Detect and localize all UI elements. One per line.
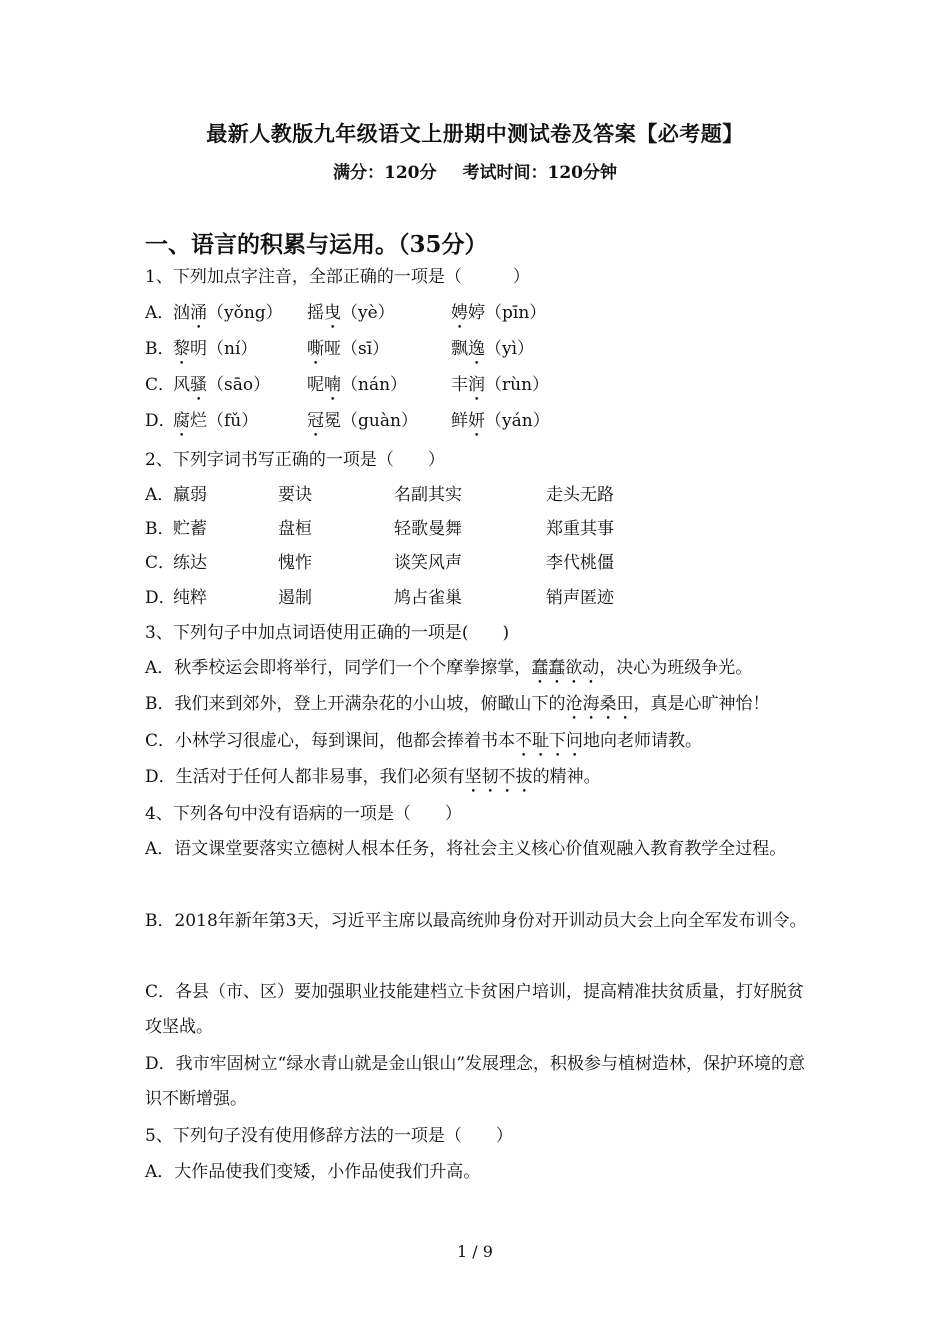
q5-stem: 5、下列句子没有使用修辞方法的一项是（ ） [145,1126,513,1146]
pinyin-item: 冠冕（guàn） [307,411,418,431]
emphasized-phrase: 沧海桑田 [565,694,634,714]
word: 练达 [173,553,207,573]
word: 销声匿迹 [546,588,614,608]
q3-option-a: A．秋季校运会即将举行，同学们一个个摩拳擦掌，蠢蠢欲动，决心为班级争光。 [145,658,753,678]
option-letter: B． [145,339,175,359]
word: 纯粹 [173,588,207,608]
q3-stem: 3、下列句子中加点词语使用正确的一项是( ) [145,623,510,643]
word: 轻歌曼舞 [394,519,462,539]
q3-option-b: B．我们来到郊外，登上开满杂花的小山坡，俯瞰山下的沧海桑田，真是心旷神怡！ [145,694,770,714]
pinyin-item: 娉婷（pīn） [451,303,547,323]
q4-stem: 4、下列各句中没有语病的一项是（ ） [145,804,462,824]
pinyin-item: 摇曳（yè） [307,303,395,323]
word: 谈笑风声 [394,553,462,573]
q1-stem: 1、下列加点字注音，全部正确的一项是（ ） [145,267,530,287]
emphasized-phrase: 坚韧不拔 [464,767,533,787]
exam-time: 考试时间：120分钟 [462,163,617,183]
page-number: 1 / 9 [457,1242,493,1261]
q4-option-a: A．语文课堂要落实立德树人根本任务，将社会主义核心价值观融入教育教学全过程。 [145,839,787,859]
q4-option-b: B．2018年新年第3天，习近平主席以最高统帅身份对开训动员大会上向全军发布训令。 [145,911,807,931]
pinyin-item: 风骚（sāo） [173,375,271,395]
word: 名副其实 [394,485,462,505]
word: 羸弱 [173,485,207,505]
document-title: 最新人教版九年级语文上册期中测试卷及答案【必考题】 [206,121,744,146]
pinyin-item: 呢喃（nán） [307,375,408,395]
word: 郑重其事 [546,519,614,539]
word: 贮蓄 [173,519,207,539]
pinyin-item: 黎明（ní） [173,339,258,359]
pinyin-item: 鲜妍（yán） [451,411,550,431]
word: 愧怍 [278,553,312,573]
option-letter: D． [145,588,176,608]
q5-option-a: A．大作品使我们变矮，小作品使我们升高。 [145,1162,481,1182]
section-heading: 一、语言的积累与运用。（35分） [145,231,488,258]
q3-option-c: C．小林学习很虚心，每到课间，他都会捧着书本不耻下问地向老师请教。 [145,731,703,751]
option-letter: C． [145,553,176,573]
word: 鸠占雀巢 [394,588,462,608]
option-letter: B． [145,519,175,539]
word: 盘桓 [278,519,312,539]
exam-info [0,158,950,183]
word: 遏制 [278,588,312,608]
pinyin-item: 汹涌（yǒng） [173,303,283,323]
pinyin-item: 丰润（rùn） [451,375,550,395]
q2-stem: 2、下列字词书写正确的一项是（ ） [145,450,445,470]
pinyin-item: 腐烂（fǔ） [173,411,259,431]
option-letter: A． [145,303,175,323]
q4-option-d: D．我市牢固树立“绿水青山就是金山银山”发展理念，积极参与植树造林，保护环境的意识不断增强。 [145,1054,806,1109]
word: 李代桃僵 [546,553,614,573]
option-letter: C． [145,375,176,395]
option-letter: D． [145,411,176,431]
q4-option-c: C．各县（市、区）要加强职业技能建档立卡贫困户培训，提高精准扶贫质量，打好脱贫攻坚战。 [145,982,805,1037]
emphasized-phrase: 蠢蠢欲动 [531,658,600,678]
pinyin-item: 飘逸（yì） [451,339,535,359]
pinyin-item: 嘶哑（sī） [307,339,390,359]
full-score: 满分：120分 [333,163,437,183]
word: 走头无路 [546,485,614,505]
emphasized-phrase: 不耻下问 [515,731,584,751]
word: 要诀 [278,485,312,505]
q3-option-d: D．生活对于任何人都非易事，我们必须有坚韧不拔的精神。 [145,767,601,787]
option-letter: A． [145,485,175,505]
